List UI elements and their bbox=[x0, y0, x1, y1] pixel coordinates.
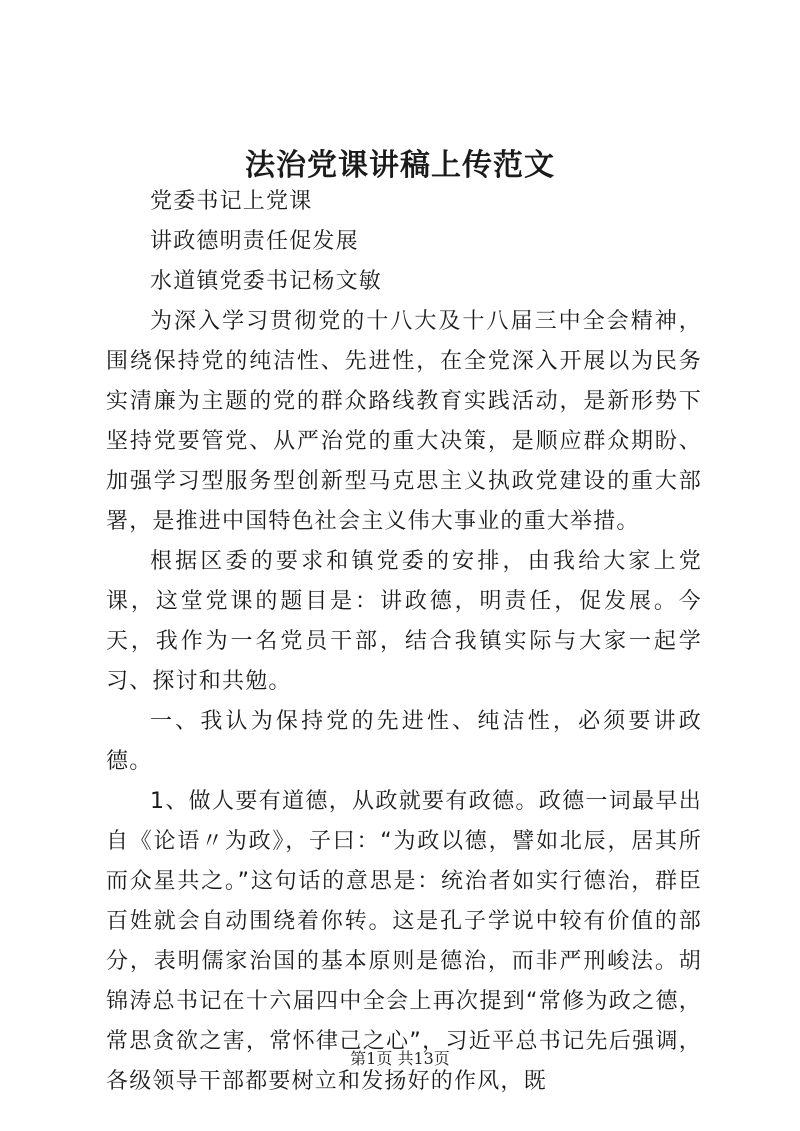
paragraph-section-heading: 一、我认为保持党的先进性、纯洁性，必须要讲政德。 bbox=[106, 709, 702, 774]
document-body bbox=[106, 182, 702, 1102]
paragraph-author: 水道镇党委书记杨文敏 bbox=[150, 269, 383, 294]
page-number-footer: 第1页 共13页 bbox=[350, 1049, 450, 1068]
paragraph-point-one: 1、做人要有道德，从政就要有政德。政德一词最早出自《论语〃为政》，子曰：“为政以德，譬如北辰，居其所而众星共之。”这句话的意思是：统治者如实行德治，群臣百姓就会自动围绕着你转。这是孔子学说中较有价值的部分，表明儒家治国的基本原则是德治，而非严刑峻法。胡锦涛总书记在十六届四中全会上再次提到“常修为政之德，常思贪欲之害，常怀律己之心”，习近平总书记先后强调，各级领导干部都要树立和发扬好的作风，既 bbox=[106, 789, 702, 1094]
paragraph-intro: 为深入学习贯彻党的十八大及十八届三中全会精神，围绕保持党的纯洁性、先进性，在全党深入开展以为民务实清廉为主题的党的群众路线教育实践活动，是新形势下坚持党要管党、从严治党的重大决策，是顺应群众期盼、加强学习型服务型创新型马克思主义执政党建设的重大部署，是推进中国特色社会主义伟大事业的重大举措。 bbox=[106, 309, 702, 534]
paragraph-topic: 讲政德明责任促发展 bbox=[150, 229, 359, 254]
document-title: 法治党课讲稿上传范文 bbox=[245, 148, 555, 183]
paragraph-subtitle: 党委书记上党课 bbox=[150, 189, 313, 214]
paragraph-arrangement: 根据区委的要求和镇党委的安排，由我给大家上党课，这堂党课的题目是：讲政德，明责任，促发展。今天，我作为一名党员干部，结合我镇实际与大家一起学习、探讨和共勉。 bbox=[106, 549, 702, 694]
